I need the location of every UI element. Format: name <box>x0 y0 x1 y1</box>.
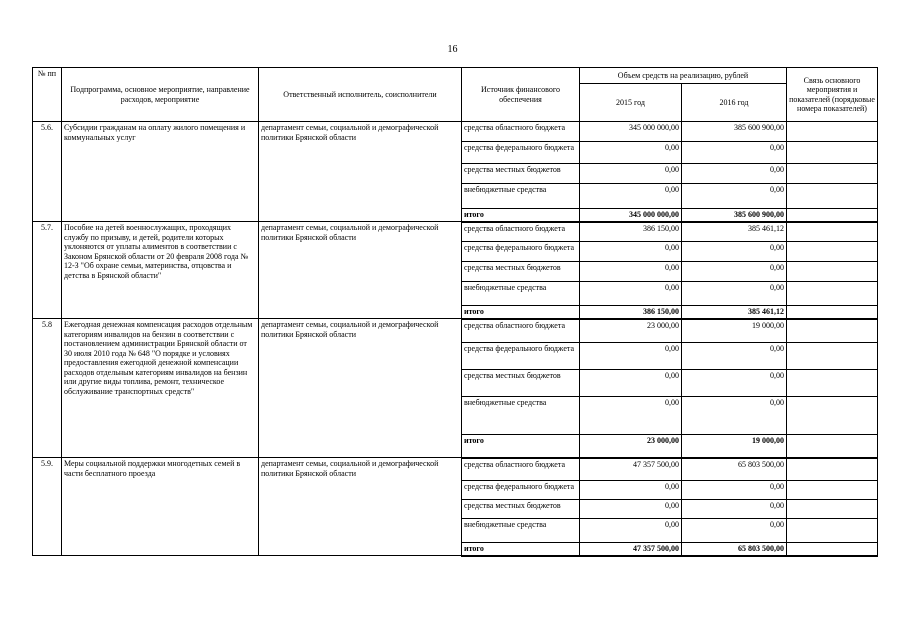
total-label: итого <box>462 435 580 458</box>
amount-2015: 23 000,00 <box>580 319 682 343</box>
amount-2015: 0,00 <box>580 370 682 397</box>
amount-2016: 385 461,12 <box>682 222 787 242</box>
link-cell <box>787 397 878 435</box>
source-name: средства местных бюджетов <box>462 500 580 519</box>
program-cell: Меры социальной поддержки многодетных семей в части бесплатного проезда <box>62 458 259 556</box>
header-2015: 2015 год <box>580 84 682 122</box>
amount-2015: 0,00 <box>580 242 682 262</box>
amount-2015: 0,00 <box>580 262 682 282</box>
table-row <box>33 122 878 142</box>
table-body <box>33 122 878 556</box>
source-name: внебюджетные средства <box>462 184 580 209</box>
program-cell: Пособие на детей военнослужащих, проходящих службу по призыву, и детей, родители которых уклоняются от уплаты алиментов в соответствии с Законом Брянской области от 20 февраля 2008 года № 12-З "Об охране семьи, материнства, отцовства и детства в Брянской области" <box>62 222 259 319</box>
page-number: 16 <box>447 44 458 55</box>
amount-2015: 0,00 <box>580 164 682 184</box>
link-cell <box>787 222 878 242</box>
program-cell: Ежегодная денежная компенсация расходов отдельным категориям инвалидов на бензин в соответствии с постановлением администрации Брянской области от 30 июля 2010 года № 648 "О порядке и условиях предоставления ежегодной денежной компенсации расходов отдельным категориям инвалидов на бензин или другие виды топлива, ремонт, техническое обслуживание транспортных средств" <box>62 319 259 458</box>
amount-2016: 0,00 <box>682 397 787 435</box>
link-cell <box>787 343 878 370</box>
amount-2016: 385 461,12 <box>682 306 787 319</box>
amount-2015: 47 357 500,00 <box>580 458 682 481</box>
amount-2015: 0,00 <box>580 519 682 543</box>
table-row <box>33 319 878 343</box>
amount-2015: 386 150,00 <box>580 222 682 242</box>
source-name: средства федерального бюджета <box>462 142 580 164</box>
executor-cell: департамент семьи, социальной и демографической политики Брянской области <box>259 319 462 458</box>
link-cell <box>787 306 878 319</box>
link-cell <box>787 481 878 500</box>
row-number: 5.6. <box>33 122 62 222</box>
source-name: средства федерального бюджета <box>462 242 580 262</box>
program-cell: Субсидии гражданам на оплату жилого помещения и коммунальных услуг <box>62 122 259 222</box>
source-name: внебюджетные средства <box>462 282 580 306</box>
source-name: средства местных бюджетов <box>462 164 580 184</box>
source-name: внебюджетные средства <box>462 519 580 543</box>
amount-2015: 23 000,00 <box>580 435 682 458</box>
amount-2016: 0,00 <box>682 282 787 306</box>
amount-2016: 385 600 900,00 <box>682 209 787 222</box>
amount-2016: 385 600 900,00 <box>682 122 787 142</box>
source-name: средства федерального бюджета <box>462 481 580 500</box>
source-name: средства местных бюджетов <box>462 370 580 397</box>
link-cell <box>787 370 878 397</box>
link-cell <box>787 242 878 262</box>
amount-2016: 65 803 500,00 <box>682 543 787 556</box>
budget-table <box>32 67 878 557</box>
header-program: Подпрограмма, основное мероприятие, направление расходов, мероприятие <box>62 68 259 122</box>
row-number: 5.9. <box>33 458 62 556</box>
link-cell <box>787 282 878 306</box>
header-volume: Объем средств на реализацию, рублей <box>580 68 787 84</box>
link-cell <box>787 164 878 184</box>
amount-2015: 0,00 <box>580 343 682 370</box>
link-cell <box>787 184 878 209</box>
amount-2015: 345 000 000,00 <box>580 209 682 222</box>
source-name: средства местных бюджетов <box>462 262 580 282</box>
source-name: средства областного бюджета <box>462 319 580 343</box>
total-label: итого <box>462 543 580 556</box>
amount-2015: 0,00 <box>580 282 682 306</box>
row-number: 5.7. <box>33 222 62 319</box>
amount-2015: 0,00 <box>580 397 682 435</box>
source-name: средства федерального бюджета <box>462 343 580 370</box>
amount-2016: 0,00 <box>682 262 787 282</box>
amount-2016: 19 000,00 <box>682 319 787 343</box>
link-cell <box>787 209 878 222</box>
link-cell <box>787 142 878 164</box>
amount-2016: 0,00 <box>682 242 787 262</box>
link-cell <box>787 543 878 556</box>
amount-2015: 345 000 000,00 <box>580 122 682 142</box>
header-source: Источник финансового обеспечения <box>462 68 580 122</box>
source-name: средства областного бюджета <box>462 122 580 142</box>
header-2016: 2016 год <box>682 84 787 122</box>
total-label: итого <box>462 209 580 222</box>
link-cell <box>787 435 878 458</box>
link-cell <box>787 319 878 343</box>
source-name: внебюджетные средства <box>462 397 580 435</box>
executor-cell: департамент семьи, социальной и демографической политики Брянской области <box>259 222 462 319</box>
amount-2016: 0,00 <box>682 481 787 500</box>
link-cell <box>787 500 878 519</box>
amount-2016: 0,00 <box>682 500 787 519</box>
link-cell <box>787 262 878 282</box>
amount-2016: 0,00 <box>682 184 787 209</box>
total-label: итого <box>462 306 580 319</box>
header-no: № пп <box>33 68 62 122</box>
header-link: Связь основного мероприятия и показателей (порядковые номера показателей) <box>787 68 878 122</box>
amount-2016: 0,00 <box>682 164 787 184</box>
link-cell <box>787 519 878 543</box>
amount-2016: 0,00 <box>682 343 787 370</box>
amount-2015: 0,00 <box>580 184 682 209</box>
source-name: средства областного бюджета <box>462 458 580 481</box>
amount-2016: 0,00 <box>682 370 787 397</box>
amount-2015: 0,00 <box>580 142 682 164</box>
amount-2016: 65 803 500,00 <box>682 458 787 481</box>
table-row <box>33 458 878 481</box>
amount-2015: 386 150,00 <box>580 306 682 319</box>
amount-2015: 0,00 <box>580 481 682 500</box>
header-executor: Ответственный исполнитель, соисполнители <box>259 68 462 122</box>
amount-2016: 0,00 <box>682 142 787 164</box>
amount-2015: 0,00 <box>580 500 682 519</box>
row-number: 5.8 <box>33 319 62 458</box>
amount-2015: 47 357 500,00 <box>580 543 682 556</box>
amount-2016: 19 000,00 <box>682 435 787 458</box>
link-cell <box>787 458 878 481</box>
table-row <box>33 222 878 242</box>
amount-2016: 0,00 <box>682 519 787 543</box>
source-name: средства областного бюджета <box>462 222 580 242</box>
executor-cell: департамент семьи, социальной и демографической политики Брянской области <box>259 122 462 222</box>
executor-cell: департамент семьи, социальной и демографической политики Брянской области <box>259 458 462 556</box>
link-cell <box>787 122 878 142</box>
